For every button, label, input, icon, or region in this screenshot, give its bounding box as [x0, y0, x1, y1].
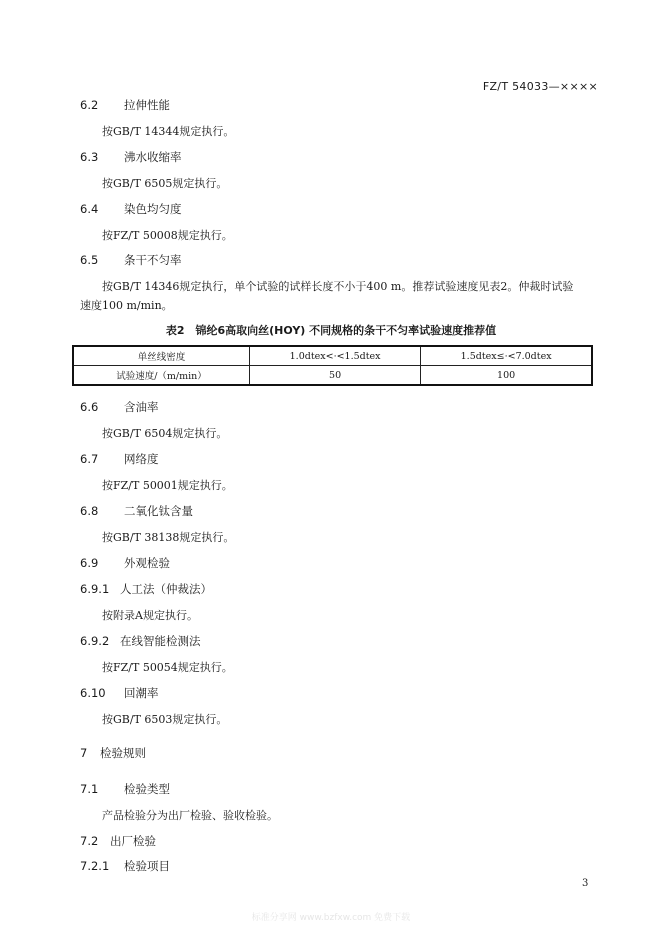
- section-title: 染色均匀度: [124, 202, 182, 216]
- section-6-8-text: 按GB/T 38138规定执行。: [102, 531, 235, 544]
- section-number: 6.2: [80, 98, 99, 112]
- table-cell: 1.5dtex≤·<7.0dtex: [421, 346, 592, 366]
- section-number: 6.6: [80, 400, 99, 414]
- section-title: 检验项目: [124, 859, 170, 873]
- section-7-1-heading: [80, 781, 170, 797]
- table-cell: 单丝线密度: [73, 346, 249, 366]
- watermark: 标准分享网 www.bzfxw.com 免费下载: [251, 913, 411, 923]
- section-title: 拉伸性能: [124, 98, 170, 112]
- section-title: 沸水收缩率: [124, 150, 182, 164]
- section-6-4-heading: [80, 201, 182, 217]
- section-number: 6.4: [80, 202, 99, 216]
- table-cell: 50: [249, 366, 420, 386]
- section-number: 7: [80, 746, 88, 760]
- table-cell: 1.0dtex<·<1.5dtex: [249, 346, 420, 366]
- section-title: 外观检验: [124, 556, 170, 570]
- section-number: 6.9.1: [80, 582, 110, 596]
- table-2: [72, 345, 593, 386]
- section-6-4-text: 按FZ/T 50008规定执行。: [102, 229, 233, 242]
- section-number: 7.2: [80, 834, 99, 848]
- section-number: 6.9: [80, 556, 99, 570]
- section-number: 7.2.1: [80, 859, 110, 873]
- section-6-9-1-heading: [80, 581, 212, 597]
- section-6-9-2-heading: [80, 633, 201, 649]
- table-cell: 100: [421, 366, 592, 386]
- section-6-6-text: 按GB/T 6504规定执行。: [102, 427, 228, 440]
- section-number: 6.7: [80, 452, 99, 466]
- section-6-10-text: 按GB/T 6503规定执行。: [102, 713, 228, 726]
- section-7-heading: [80, 745, 146, 761]
- table-row: [73, 366, 592, 386]
- section-6-3-heading: [80, 149, 182, 165]
- section-number: 7.1: [80, 782, 99, 796]
- section-6-8-heading: [80, 503, 193, 519]
- section-6-7-text: 按FZ/T 50001规定执行。: [102, 479, 233, 492]
- section-title: 含油率: [124, 400, 159, 414]
- section-6-7-heading: [80, 451, 159, 467]
- table-cell: 试验速度/（m/min）: [73, 366, 249, 386]
- section-title: 在线智能检测法: [120, 634, 201, 648]
- section-6-5-heading: [80, 252, 182, 268]
- section-number: 6.10: [80, 686, 106, 700]
- section-7-2-1-heading: [80, 858, 170, 874]
- section-6-9-2-text: 按FZ/T 50054规定执行。: [102, 661, 233, 674]
- section-number: 6.3: [80, 150, 99, 164]
- section-title: 网络度: [124, 452, 159, 466]
- section-title: 检验规则: [100, 746, 146, 760]
- section-7-1-text: 产品检验分为出厂检验、验收检验。: [102, 809, 278, 822]
- section-title: 二氧化钛含量: [124, 504, 193, 518]
- table-header-row: [73, 346, 592, 366]
- section-6-9-1-text: 按附录A规定执行。: [102, 609, 198, 622]
- section-6-3-text: 按GB/T 6505规定执行。: [102, 177, 228, 190]
- section-number: 6.5: [80, 253, 99, 267]
- section-title: 回潮率: [124, 686, 159, 700]
- section-title: 人工法（仲裁法）: [120, 582, 212, 596]
- section-6-6-heading: [80, 399, 159, 415]
- section-6-10-heading: [80, 685, 159, 701]
- standard-code: FZ/T 54033—××××: [482, 80, 598, 93]
- section-6-2-heading: [80, 97, 170, 113]
- section-7-2-heading: [80, 833, 156, 849]
- section-number: 6.9.2: [80, 634, 110, 648]
- table-2-title: 表2 锦纶6高取向丝(HOY) 不同规格的条干不匀率试验速度推荐值: [165, 324, 497, 337]
- section-title: 检验类型: [124, 782, 170, 796]
- page-number: 3: [582, 878, 589, 889]
- section-title: 条干不匀率: [124, 253, 182, 267]
- section-6-5-text-line1: 按GB/T 14346规定执行，单个试验的试样长度不小于400 m。推荐试验速度见表2。仲裁时试验: [102, 280, 574, 293]
- section-6-5-text-line2: 速度100 m/min。: [80, 299, 173, 312]
- section-title: 出厂检验: [110, 834, 156, 848]
- section-number: 6.8: [80, 504, 99, 518]
- section-6-9-heading: [80, 555, 170, 571]
- section-6-2-text: 按GB/T 14344规定执行。: [102, 125, 235, 138]
